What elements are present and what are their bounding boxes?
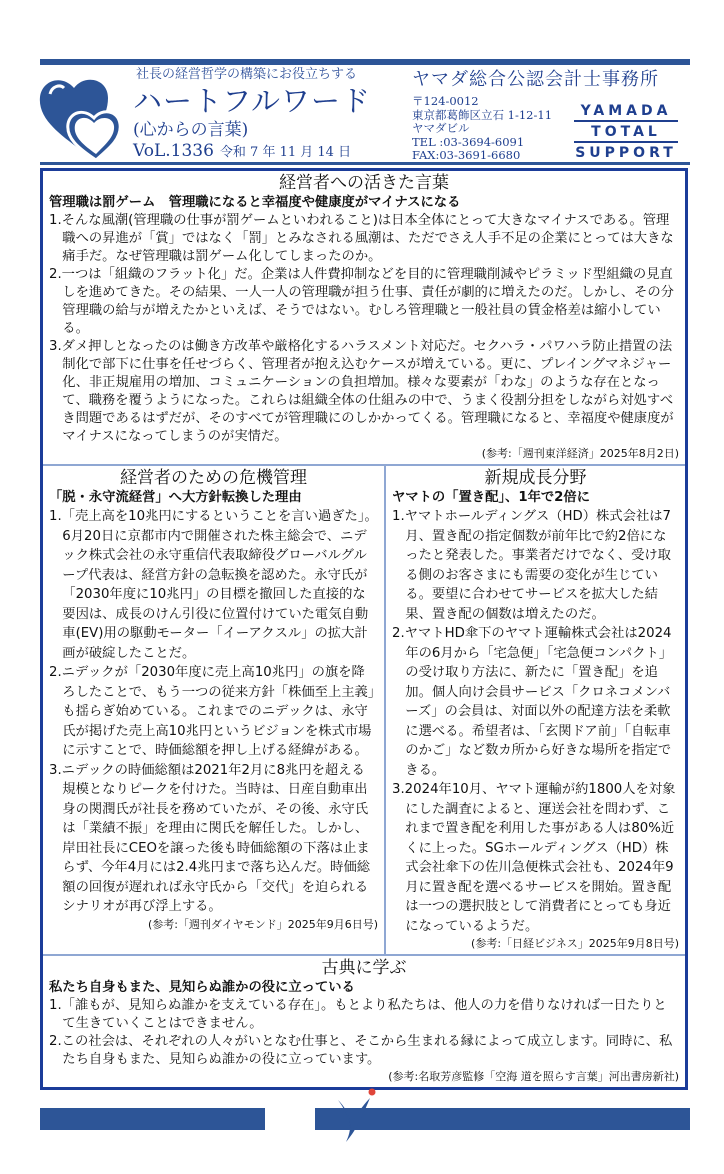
newsletter-header [0, 0, 724, 168]
two-column-row [43, 464, 685, 956]
footer-bar-left [40, 1108, 265, 1130]
section-subheading: 「脱・永守流経営」へ大方針転換した理由 [49, 490, 302, 505]
volume-line [133, 141, 351, 163]
list-item: 2.一つは「組織のフラット化」だ。企業は人件費抑制などを目的に管理職削減やピラミッド型組織の見直しを進めてきた。その結果、一人一人の管理職が担う仕事、責任が劇的に増えたのだ。しかし、その分管理職の給与が増えたかといえば、そうではない。むしろ管理職と一般社員の賃金格差は縮小している。 [49, 267, 674, 336]
list-item: 2.この社会は、それぞれの人々がいとなむ仕事と、そこから生まれる縁によって成立します。同時に、私たち自身もまた、見知らぬ誰かの役に立っています。 [49, 1034, 673, 1067]
volume-number: VoL.1336 [133, 141, 214, 161]
list-item: 1.ヤマトホールディングス（HD）株式会社は7月、置き配の指定個数が前年比で約2倍になったと発表した。事業者だけでなく、受け取る側のお客さまにも需要の変化が生じている。要望に合わせてサービスを拡大した結果、置き配の個数は増えたのだ。 [392, 509, 671, 622]
source-citation: (参考:「週刊ダイヤモンド」2025年9月6日号) [147, 917, 378, 931]
street-address: 東京都葛飾区立石 1-12-11 [412, 107, 553, 122]
list-item: 1.「誰もが、見知らぬ誰かを支えている存在」。もとより私たちは、他人の力を借りなければ一日たりとて生きていくことはできません。 [49, 998, 667, 1031]
firm-name: ヤマダ総合公認会計士事務所 [412, 69, 659, 90]
fax: FAX:03-3691-6680 [412, 148, 521, 162]
brand-line: TOTAL [574, 122, 678, 143]
section-heading: 経営者への活きた言葉 [279, 173, 449, 193]
section-subheading: ヤマトの「置き配」、1年で2倍に [392, 490, 591, 505]
section-living-words [43, 171, 685, 464]
newsletter-subtitle: (心からの言葉) [133, 120, 249, 140]
section-heading: 経営者のための危機管理 [120, 468, 307, 488]
section-heading: 古典に学ぶ [321, 958, 407, 978]
list-item: 3.ダメ押しとなったのは働き方改革や厳格化するハラスメント対応だ。セクハラ・パワハラ防止措置の法制化で部下に仕事を任せづらく、管理者が抱え込むケースが増えている。更に、プレイングマネジャー化、非正規雇用の増加、コミュニケーションの負担増加。様々な要素が「わな」のような存在となって、職務を覆うようになった。これらは組織全体の仕組みの中で、うまく役割分担をしながら対処すべき問題であるはずだが、そのすべてが管理職にのしかかってくる。管理職になると、幸福度や健康度がマイナスになってしまうのが実情だ。 [49, 339, 674, 444]
issue-date: 令和 7 年 11 月 14 日 [219, 145, 352, 160]
postal-code: 〒124-0012 [412, 94, 479, 108]
phone: TEL :03-3694-6091 [412, 134, 525, 149]
list-item: 3.2024年10月、ヤマト運輸が約1800人を対象にした調査によると、運送会社を問わず、これまで置き配を利用した事がある人は80%近くに上った。SGホールディングス（HD）株式会社傘下の佐川急便株式会社も、2024年9月に置き配を選べるサービスを開始。置き配は一つの選択肢として消費者にとっても身近になっているようだ。 [392, 782, 676, 934]
list-item: 1.「売上高を10兆円にするということを言い過ぎた」。6月20日に京都市内で開催された株主総会で、ニデック株式会社の永守重信代表取締役グローバルグループ代表は、経営方針の急転換を認めた。永守氏が「2030年度に10兆円」の目標を撤回した直接的な要因は、成長のけん引役に位置付けていた電気自動車(EV)用の駆動モーター「イーアクスル」の拡大計画が破綻したことだ。 [49, 509, 378, 661]
building: ヤマダビル [412, 121, 470, 135]
section-new-growth [386, 466, 685, 954]
list-item: 2.ニデックが「2030年度に売上高10兆円」の旗を降ろしたことで、もう一つの従来方針「株価至上主義」も揺らぎ始めている。これまでのニデックは、永守氏が掲げた売上高10兆円というビジョンを株式市場に示すことで、時価総額を押し上げる経緯がある。 [49, 665, 375, 758]
brand-line: SUPPORT [574, 143, 678, 164]
firm-address [412, 95, 552, 163]
source-citation: (参考:「週刊東洋経済」2025年8月2日) [481, 447, 679, 460]
section-classics [43, 956, 685, 1087]
source-citation: (参考:名取芳彦監修「空海 道を照らす言葉」河出書房新社) [388, 1070, 679, 1083]
hearts-logo-icon [36, 72, 131, 164]
footer [0, 1104, 724, 1174]
list-item: 3.ニデックの時価総額は2021年2月に8兆円を超える規模となりピークを付けた。当時は、日産自動車出身の関潤氏が社長を務めていたが、その後、永守氏は「業績不振」を理由に関氏を解任した。しかし、岸田社長にCEOを譲った後も時価総額の下落は止まらず、今年4月には2.4兆円まで落ち込んだ。時価総額の回復が遅れれば永守氏から「交代」を迫られるシナリオが再び浮上する。 [49, 762, 371, 914]
top-bar [40, 59, 690, 65]
section-subheading: 管理職は罰ゲーム 管理職になると幸福度や健康度がマイナスになる [49, 195, 461, 210]
list-item: 1.そんな風潮(管理職の仕事が罰ゲームといわれること)は日本全体にとって大きなマイナスである。管理職への昇進が「賞」ではなく「罰」とみなされる風潮は、ただでさえ人手不足の企業にとっては大きな痛手だ。なぜ管理職は罰ゲーム化してしまったのか。 [49, 213, 674, 264]
section-subheading: 私たち自身もまた、見知らぬ誰かの役に立っている [49, 980, 355, 995]
newsletter-title: ハートフルワード [133, 84, 371, 118]
brand-line: YAMADA [574, 101, 678, 122]
source-citation: (参考:「日経ビジネス」2025年9月8日号) [471, 937, 679, 950]
company-logo-icon [330, 1086, 380, 1144]
tagline: 社長の経営哲学の構築にお役立ちする [136, 67, 358, 82]
section-heading: 新規成長分野 [484, 468, 587, 488]
list-item: 2.ヤマトHD傘下のヤマト運輸株式会社は2024年の6月から「宅急便」「宅急便コンパクト」の受け取り方法に、新たに「置き配」を追加。個人向け会員サービス「クロネコメンバーズ」の会員は、対面以外の配達方法を柔軟に選べる。希望者は、「玄関ドア前」「自転車のかご」など数カ所から好きな場所を指定できる。 [392, 626, 673, 778]
section-risk-management [43, 466, 386, 954]
header-rule [40, 162, 690, 165]
content-box [40, 168, 688, 1090]
brand-block [574, 101, 678, 164]
